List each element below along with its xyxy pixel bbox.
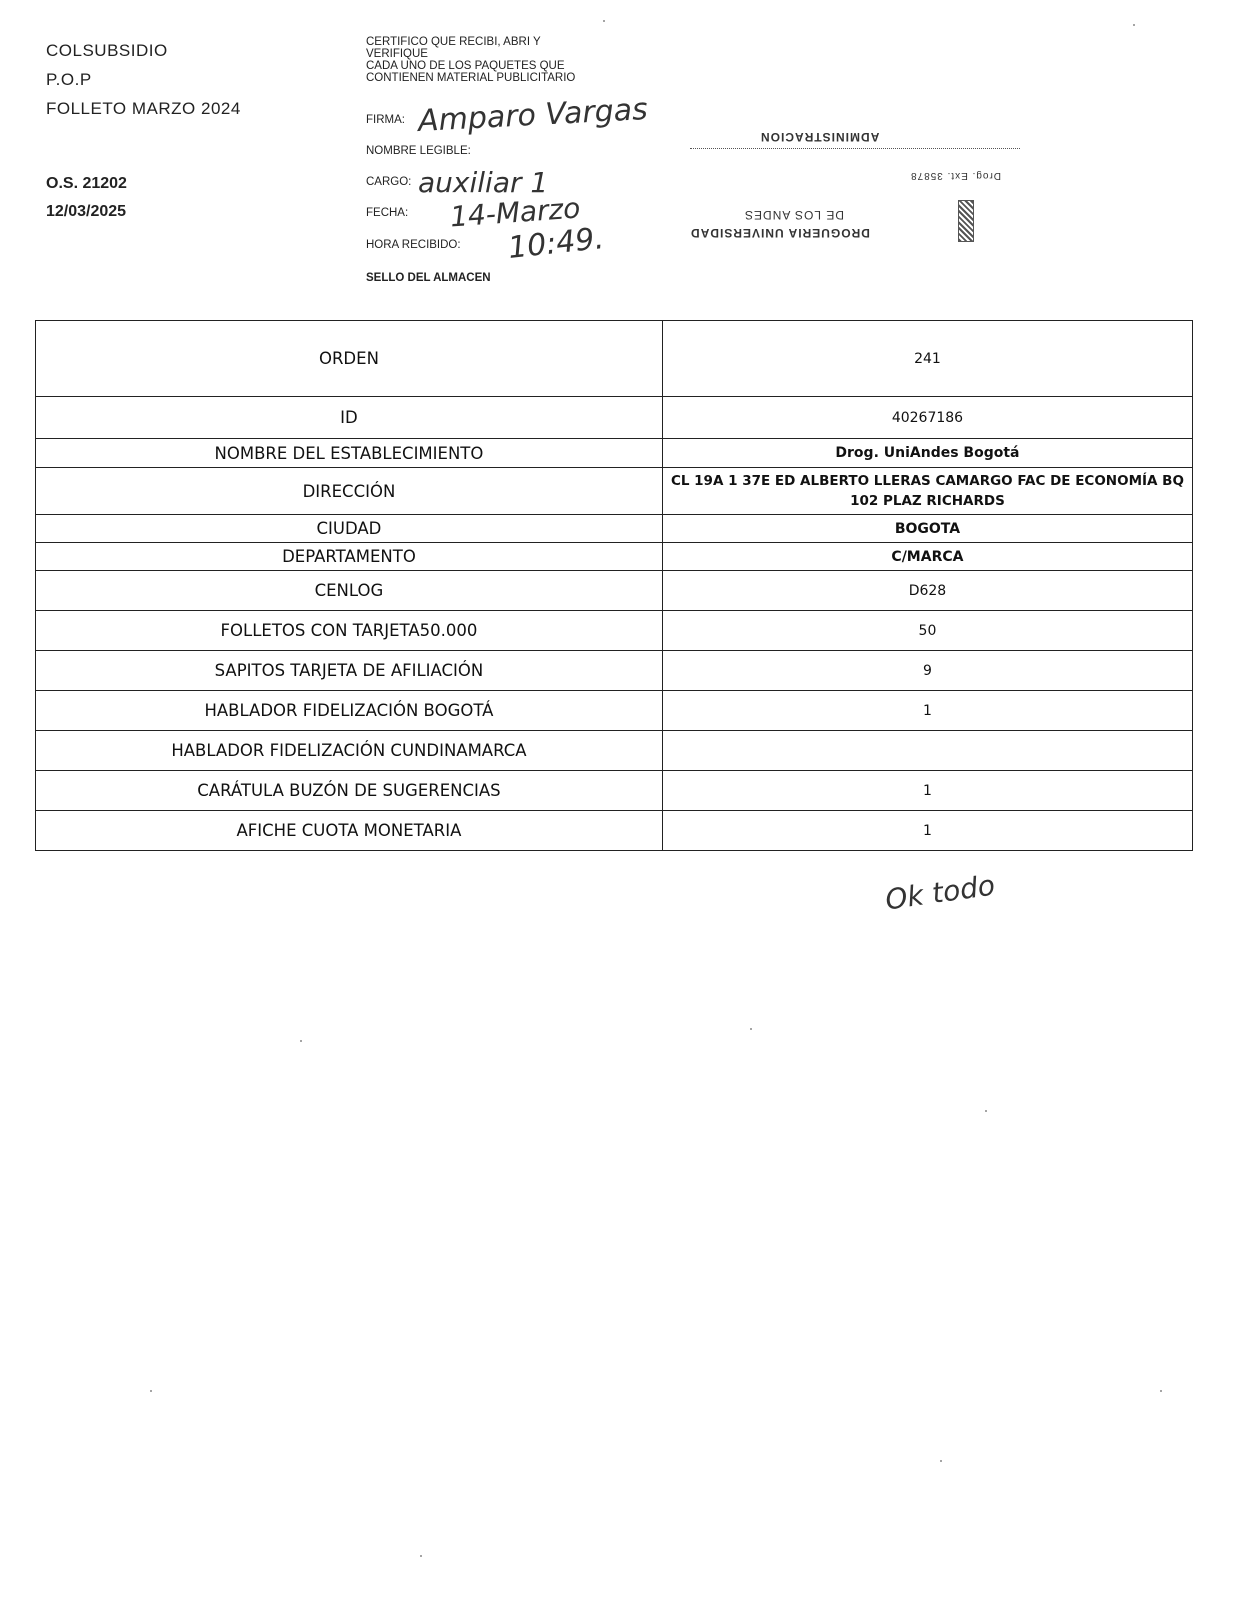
table-row xyxy=(36,515,1193,543)
cargo-label: CARGO: xyxy=(366,176,412,188)
row-value: 1 xyxy=(662,811,1192,851)
row-value: CL 19A 1 37E ED ALBERTO LLERAS CAMARGO FAC DE ECONOMÍA BQ 102 PLAZ RICHARDS xyxy=(662,468,1192,515)
row-value xyxy=(662,731,1192,771)
row-label: SAPITOS TARJETA DE AFILIACIÓN xyxy=(36,651,663,691)
delivery-table xyxy=(35,320,1193,851)
table-row xyxy=(36,321,1193,397)
row-label: HABLADOR FIDELIZACIÓN CUNDINAMARCA xyxy=(36,731,663,771)
scan-speck xyxy=(1160,1390,1162,1392)
stamp-line-3: DROGUERIA UNIVERSIDAD xyxy=(690,226,870,240)
scan-speck xyxy=(150,1390,152,1392)
company-name: COLSUBSIDIO xyxy=(46,41,168,60)
order-service-block xyxy=(46,170,127,226)
row-value: 40267186 xyxy=(662,397,1192,439)
row-label: HABLADOR FIDELIZACIÓN BOGOTÁ xyxy=(36,691,663,731)
table-row xyxy=(36,651,1193,691)
campaign-name: FOLLETO MARZO 2024 xyxy=(46,99,241,118)
signature-handwriting: Amparo Vargas xyxy=(417,92,649,139)
stamp-divider xyxy=(690,148,1020,149)
row-value: 1 xyxy=(662,771,1192,811)
os-date: 12/03/2025 xyxy=(46,203,127,220)
table-row xyxy=(36,691,1193,731)
os-number: O.S. 21202 xyxy=(46,175,127,192)
scan-speck xyxy=(603,20,605,22)
table-row xyxy=(36,771,1193,811)
row-label: ORDEN xyxy=(36,321,663,397)
scan-speck xyxy=(420,1555,422,1557)
hora-label: HORA RECIBIDO: xyxy=(366,239,461,251)
row-value: D628 xyxy=(662,571,1192,611)
row-value: 50 xyxy=(662,611,1192,651)
hora-handwriting: 10:49. xyxy=(506,221,606,266)
cert-line-2: VERIFIQUE xyxy=(366,48,428,60)
fecha-handwriting: 14-Marzo xyxy=(449,191,582,234)
cert-line-3: CADA UNO DE LOS PAQUETES QUE xyxy=(366,60,565,72)
row-label: FOLLETOS CON TARJETA50.000 xyxy=(36,611,663,651)
fecha-label: FECHA: xyxy=(366,207,409,219)
row-value: 9 xyxy=(662,651,1192,691)
row-label: CIUDAD xyxy=(36,515,663,543)
company-block xyxy=(46,36,241,123)
row-label: CARÁTULA BUZÓN DE SUGERENCIAS xyxy=(36,771,663,811)
company-subtitle: P.O.P xyxy=(46,70,92,89)
sello-label: SELLO DEL ALMACEN xyxy=(366,272,491,284)
row-label: NOMBRE DEL ESTABLECIMIENTO xyxy=(36,439,663,468)
table-row xyxy=(36,811,1193,851)
stamp-line-4: Drog. Ext. 35878 xyxy=(910,170,1002,181)
row-value: BOGOTA xyxy=(662,515,1192,543)
row-label: CENLOG xyxy=(36,571,663,611)
scan-speck xyxy=(1133,24,1135,26)
row-label: DIRECCIÓN xyxy=(36,468,663,515)
cert-line-1: CERTIFICO QUE RECIBI, ABRI Y xyxy=(366,36,541,48)
row-value: 241 xyxy=(662,321,1192,397)
row-label: AFICHE CUOTA MONETARIA xyxy=(36,811,663,851)
stamp-line-2: DE LOS ANDES xyxy=(744,208,845,222)
row-value: C/MARCA xyxy=(662,543,1192,571)
table-row xyxy=(36,611,1193,651)
row-value: Drog. UniAndes Bogotá xyxy=(662,439,1192,468)
row-label: ID xyxy=(36,397,663,439)
scan-speck xyxy=(300,1040,302,1042)
stamp-emblem xyxy=(958,200,974,242)
handwritten-note: Ok todo xyxy=(883,868,997,917)
stamp-line-1: ADMINISTRACION xyxy=(760,130,880,144)
firma-label: FIRMA: xyxy=(366,114,405,126)
certification-text xyxy=(366,36,646,84)
table-row xyxy=(36,397,1193,439)
scan-speck xyxy=(985,1110,987,1112)
table-row xyxy=(36,439,1193,468)
scan-speck xyxy=(940,1460,942,1462)
table-row xyxy=(36,468,1193,515)
nombre-label: NOMBRE LEGIBLE: xyxy=(366,145,471,157)
table-row xyxy=(36,731,1193,771)
scan-speck xyxy=(750,1028,752,1030)
cargo-handwriting: auxiliar 1 xyxy=(418,166,549,199)
pharmacy-stamp xyxy=(690,130,1030,250)
table-row xyxy=(36,543,1193,571)
table-row xyxy=(36,571,1193,611)
row-label: DEPARTAMENTO xyxy=(36,543,663,571)
cert-line-4: CONTIENEN MATERIAL PUBLICITARIO xyxy=(366,72,576,84)
row-value: 1 xyxy=(662,691,1192,731)
